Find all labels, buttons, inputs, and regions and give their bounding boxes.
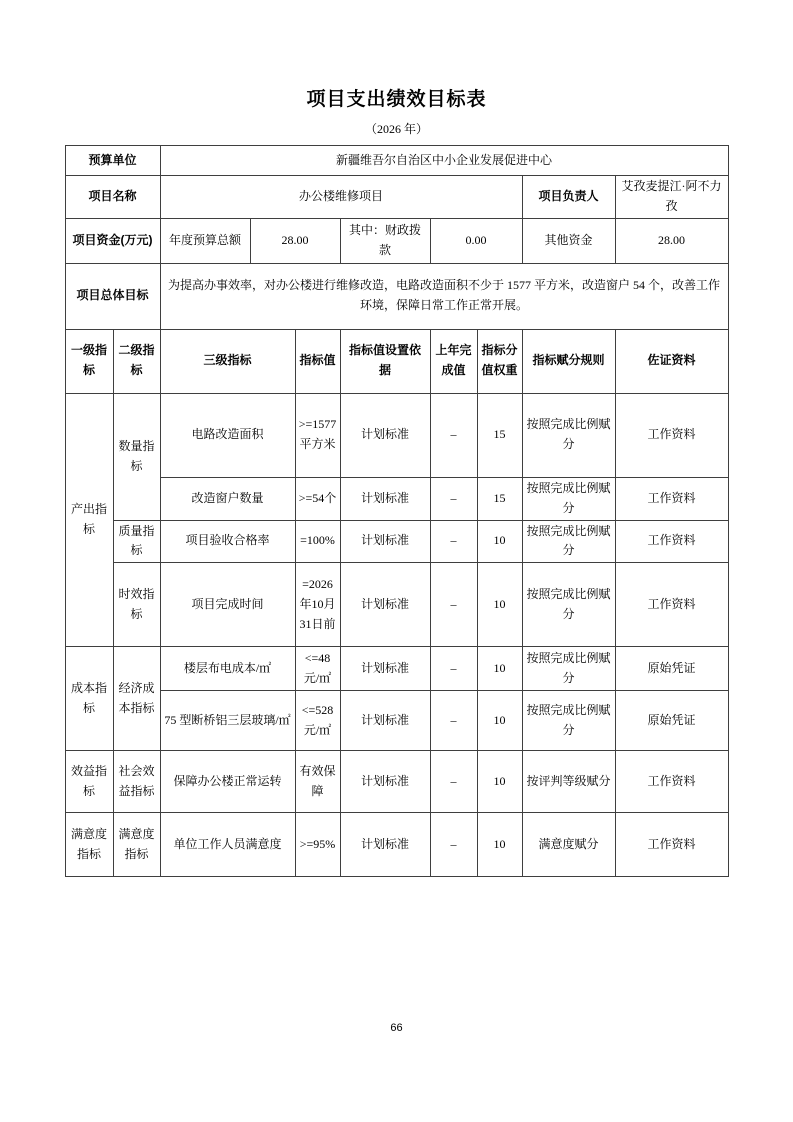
header-weight: 指标分值权重 — [477, 329, 522, 393]
cell-indicator-value: 有效保障 — [295, 751, 340, 813]
row-budget-unit — [65, 146, 728, 176]
row-project-name — [65, 176, 728, 219]
cell-indicator-value: =100% — [295, 520, 340, 563]
other-funds-label: 其他资金 — [522, 218, 615, 263]
indicator-row — [65, 691, 728, 751]
cell-evidence: 原始凭证 — [615, 647, 728, 691]
other-funds-value: 28.00 — [615, 218, 728, 263]
project-name-label: 项目名称 — [65, 176, 160, 219]
project-name-value: 办公楼维修项目 — [160, 176, 522, 219]
indicator-row — [65, 647, 728, 691]
cell-indicator-name: 楼层布电成本/㎡ — [160, 647, 295, 691]
cell-evidence: 工作资料 — [615, 477, 728, 520]
cell-indicator-name: 保障办公楼正常运转 — [160, 751, 295, 813]
cell-prev-year: – — [430, 813, 477, 877]
cell-basis: 计划标准 — [340, 691, 430, 751]
page-number: 66 — [390, 1022, 403, 1034]
cell-weight: 10 — [477, 647, 522, 691]
cell-evidence: 工作资料 — [615, 520, 728, 563]
cell-prev-year: – — [430, 563, 477, 647]
header-basis: 指标值设置依据 — [340, 329, 430, 393]
project-leader-label: 项目负责人 — [522, 176, 615, 219]
row-project-funds — [65, 218, 728, 263]
indicator-row — [65, 393, 728, 477]
header-level1: 一级指标 — [65, 329, 113, 393]
cell-weight: 10 — [477, 520, 522, 563]
cell-scoring-rule: 按照完成比例赋分 — [522, 647, 615, 691]
header-level3: 三级指标 — [160, 329, 295, 393]
cell-indicator-value: >=95% — [295, 813, 340, 877]
cell-level2: 社会效益指标 — [113, 751, 160, 813]
indicator-row — [65, 751, 728, 813]
page-title: 项目支出绩效目标表 — [306, 89, 487, 110]
cell-indicator-name: 单位工作人员满意度 — [160, 813, 295, 877]
overall-goal-value: 为提高办事效率，对办公楼进行维修改造，电路改造面积不少于 1577 平方米，改造窗户 54 个，改善工作环境，保障日常工作正常开展。 — [160, 263, 728, 329]
cell-prev-year: – — [430, 751, 477, 813]
cell-indicator-name: 改造窗户数量 — [160, 477, 295, 520]
indicator-row — [65, 813, 728, 877]
fiscal-allocation-value: 0.00 — [430, 218, 522, 263]
funds-label: 项目资金(万元) — [65, 218, 160, 263]
cell-scoring-rule: 按照完成比例赋分 — [522, 563, 615, 647]
indicator-row — [65, 520, 728, 563]
cell-level1: 满意度指标 — [65, 813, 113, 877]
cell-prev-year: – — [430, 691, 477, 751]
project-leader-value: 艾孜麦提江·阿不力孜 — [615, 176, 728, 219]
cell-evidence: 工作资料 — [615, 563, 728, 647]
cell-prev-year: – — [430, 393, 477, 477]
cell-prev-year: – — [430, 477, 477, 520]
cell-basis: 计划标准 — [340, 813, 430, 877]
cell-evidence: 工作资料 — [615, 751, 728, 813]
cell-basis: 计划标准 — [340, 751, 430, 813]
cell-indicator-name: 电路改造面积 — [160, 393, 295, 477]
cell-level2: 时效指标 — [113, 563, 160, 647]
cell-level2: 数量指标 — [113, 393, 160, 520]
header-level2: 二级指标 — [113, 329, 160, 393]
cell-scoring-rule: 按照完成比例赋分 — [522, 520, 615, 563]
header-evidence: 佐证资料 — [615, 329, 728, 393]
cell-weight: 10 — [477, 563, 522, 647]
overall-goal-label: 项目总体目标 — [65, 263, 160, 329]
cell-basis: 计划标准 — [340, 477, 430, 520]
cell-level1: 成本指标 — [65, 647, 113, 751]
cell-evidence: 工作资料 — [615, 393, 728, 477]
cell-indicator-value: >=54个 — [295, 477, 340, 520]
cell-level2: 经济成本指标 — [113, 647, 160, 751]
cell-evidence: 工作资料 — [615, 813, 728, 877]
cell-scoring-rule: 按评判等级赋分 — [522, 751, 615, 813]
cell-basis: 计划标准 — [340, 520, 430, 563]
cell-basis: 计划标准 — [340, 647, 430, 691]
cell-level2: 质量指标 — [113, 520, 160, 563]
cell-scoring-rule: 满意度赋分 — [522, 813, 615, 877]
cell-weight: 10 — [477, 691, 522, 751]
cell-basis: 计划标准 — [340, 563, 430, 647]
indicator-header-row — [65, 329, 728, 393]
cell-indicator-value: <=528元/㎡ — [295, 691, 340, 751]
cell-level2: 满意度指标 — [113, 813, 160, 877]
cell-weight: 10 — [477, 813, 522, 877]
annual-budget-label: 年度预算总额 — [160, 218, 250, 263]
page-subtitle: （2026 年） — [364, 122, 428, 136]
cell-level1: 效益指标 — [65, 751, 113, 813]
cell-scoring-rule: 按照完成比例赋分 — [522, 691, 615, 751]
header-prev-year: 上年完成值 — [430, 329, 477, 393]
cell-evidence: 原始凭证 — [615, 691, 728, 751]
cell-prev-year: – — [430, 647, 477, 691]
indicator-row — [65, 563, 728, 647]
cell-scoring-rule: 按照完成比例赋分 — [522, 393, 615, 477]
cell-weight: 15 — [477, 393, 522, 477]
cell-indicator-name: 75 型断桥铝三层玻璃/㎡ — [160, 691, 295, 751]
annual-budget-value: 28.00 — [250, 218, 340, 263]
cell-indicator-value: >=1577平方米 — [295, 393, 340, 477]
performance-target-table — [65, 145, 729, 877]
cell-prev-year: – — [430, 520, 477, 563]
indicator-row — [65, 477, 728, 520]
budget-unit-label: 预算单位 — [65, 146, 160, 176]
row-overall-goal — [65, 263, 728, 329]
cell-indicator-value: =2026年10月31日前 — [295, 563, 340, 647]
header-value: 指标值 — [295, 329, 340, 393]
cell-scoring-rule: 按照完成比例赋分 — [522, 477, 615, 520]
budget-unit-value: 新疆维吾尔自治区中小企业发展促进中心 — [160, 146, 728, 176]
fiscal-allocation-label: 其中：财政拨款 — [340, 218, 430, 263]
cell-indicator-name: 项目验收合格率 — [160, 520, 295, 563]
cell-level1: 产出指标 — [65, 393, 113, 647]
header-scoring-rule: 指标赋分规则 — [522, 329, 615, 393]
cell-weight: 15 — [477, 477, 522, 520]
cell-basis: 计划标准 — [340, 393, 430, 477]
cell-indicator-value: <=48元/㎡ — [295, 647, 340, 691]
cell-indicator-name: 项目完成时间 — [160, 563, 295, 647]
cell-weight: 10 — [477, 751, 522, 813]
